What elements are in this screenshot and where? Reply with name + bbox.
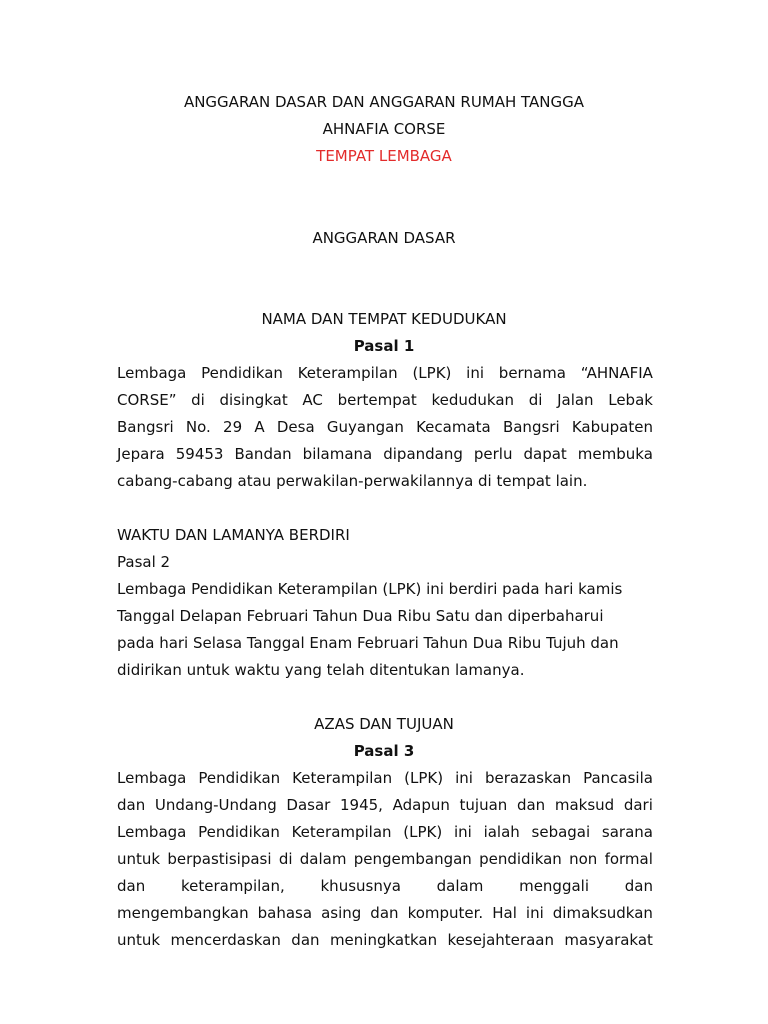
- word: mencerdaskan: [170, 931, 281, 949]
- word: AC: [302, 391, 323, 409]
- word: Lebak: [608, 391, 653, 409]
- paragraph-line: [117, 795, 653, 815]
- word: Dasar: [286, 796, 331, 814]
- word: bahasa: [257, 904, 313, 922]
- word: sebagai: [531, 823, 591, 841]
- word: CORSE”: [117, 391, 177, 409]
- word: disingkat: [219, 391, 288, 409]
- word: ini: [453, 823, 472, 841]
- paragraph-line: [117, 903, 653, 923]
- paragraph-line: Tanggal Delapan Februari Tahun Dua Ribu Satu dan diperbaharui: [117, 607, 604, 625]
- word: tujuan: [459, 796, 508, 814]
- pasal-label: Pasal 2: [117, 553, 171, 571]
- word: dimaksudkan: [552, 904, 653, 922]
- word: (LPK): [412, 364, 452, 382]
- word: Lembaga: [117, 823, 187, 841]
- word: Hal: [492, 904, 517, 922]
- word: (LPK): [403, 823, 443, 841]
- word: Jalan: [557, 391, 594, 409]
- paragraph-line: [117, 363, 653, 383]
- word: ialah: [483, 823, 520, 841]
- word: dalam: [436, 877, 484, 895]
- word: di: [528, 391, 543, 409]
- word: masyarakat: [564, 931, 653, 949]
- word: Pendidikan: [198, 769, 281, 787]
- word: dapat: [523, 445, 567, 463]
- word: Bandan: [234, 445, 292, 463]
- word: menggali: [519, 877, 589, 895]
- word: ini: [466, 364, 485, 382]
- paragraph-line: [117, 849, 653, 869]
- word: 59453: [175, 445, 224, 463]
- section-title: ANGGARAN DASAR: [312, 229, 456, 247]
- word: untuk: [117, 931, 161, 949]
- word: Keterampilan: [291, 823, 392, 841]
- word: untuk: [117, 850, 161, 868]
- word: komputer.: [407, 904, 484, 922]
- word: Lembaga: [117, 364, 187, 382]
- word: Keterampilan: [297, 364, 398, 382]
- pasal-label: Pasal 1: [353, 337, 415, 355]
- paragraph-line: [117, 876, 653, 896]
- word: Jepara: [117, 445, 165, 463]
- word: dalam: [299, 850, 347, 868]
- word: bertempat: [337, 391, 417, 409]
- word: Bangsri: [117, 418, 174, 436]
- word: kedudukan: [431, 391, 515, 409]
- word: meningkatkan: [329, 931, 438, 949]
- doc-title-line3: TEMPAT LEMBAGA: [316, 147, 452, 165]
- word: Pendidikan: [198, 823, 280, 841]
- word: Keterampilan: [292, 769, 393, 787]
- word: (LPK): [404, 769, 444, 787]
- paragraph-line: [117, 390, 653, 410]
- word: non: [569, 850, 598, 868]
- word: 1945,: [340, 796, 383, 814]
- word: Kecamata: [416, 418, 491, 436]
- word: dan: [117, 796, 146, 814]
- paragraph-line: Lembaga Pendidikan Keterampilan (LPK) ini berdiri pada hari kamis: [117, 580, 623, 598]
- word: di: [191, 391, 205, 409]
- paragraph-line: didirikan untuk waktu yang telah ditentukan lamanya.: [117, 661, 525, 679]
- paragraph-line: [117, 768, 653, 788]
- pasal-label: Pasal 3: [353, 742, 415, 760]
- paragraph-line: pada hari Selasa Tanggal Enam Februari Tahun Dua Ribu Tujuh dan: [117, 634, 619, 652]
- word: bernama: [498, 364, 566, 382]
- doc-title-line1: ANGGARAN DASAR DAN ANGGARAN RUMAH TANGGA: [183, 93, 585, 111]
- word: berazaskan: [484, 769, 572, 787]
- word: Pendidikan: [201, 364, 283, 382]
- word: asing: [321, 904, 362, 922]
- word: A: [254, 418, 265, 436]
- section-heading: NAMA DAN TEMPAT KEDUDUKAN: [261, 310, 507, 328]
- section-heading: WAKTU DAN LAMANYA BERDIRI: [117, 526, 350, 544]
- word: Undang-Undang: [154, 796, 277, 814]
- word: perlu: [473, 445, 513, 463]
- word: ini: [525, 904, 544, 922]
- paragraph-line: [117, 444, 653, 464]
- word: ini: [455, 769, 473, 787]
- doc-title-line2: AHNAFIA CORSE: [322, 120, 446, 138]
- word: dipandang: [383, 445, 463, 463]
- word: maksud: [554, 796, 615, 814]
- word: bilamana: [302, 445, 373, 463]
- section-heading: AZAS DAN TUJUAN: [314, 715, 454, 733]
- word: 29: [223, 418, 243, 436]
- word: pengembangan: [353, 850, 472, 868]
- word: dari: [623, 796, 653, 814]
- word: Desa: [276, 418, 315, 436]
- word: Bangsri: [502, 418, 560, 436]
- word: dan: [516, 796, 546, 814]
- word: membuka: [577, 445, 653, 463]
- word: Adapun: [392, 796, 450, 814]
- word: Guyangan: [326, 418, 404, 436]
- word: berpastisipasi: [167, 850, 272, 868]
- word: Lembaga: [117, 769, 187, 787]
- word: dan: [117, 877, 146, 895]
- word: khususnya: [320, 877, 401, 895]
- word: dan: [624, 877, 653, 895]
- word: dan: [291, 931, 320, 949]
- paragraph-line: [117, 822, 653, 842]
- word: pendidikan: [479, 850, 562, 868]
- word: dan: [370, 904, 399, 922]
- word: mengembangkan: [117, 904, 249, 922]
- word: “AHNAFIA: [580, 364, 653, 382]
- word: keterampilan,: [180, 877, 285, 895]
- paragraph-line: [117, 930, 653, 950]
- word: Pancasila: [583, 769, 653, 787]
- word: di: [278, 850, 293, 868]
- word: sarana: [601, 823, 653, 841]
- word: formal: [604, 850, 653, 868]
- paragraph-line: [117, 417, 653, 437]
- word: No.: [185, 418, 211, 436]
- word: kesejahteraan: [447, 931, 554, 949]
- paragraph-line: cabang-cabang atau perwakilan-perwakilannya di tempat lain.: [117, 472, 588, 490]
- word: Kabupaten: [571, 418, 653, 436]
